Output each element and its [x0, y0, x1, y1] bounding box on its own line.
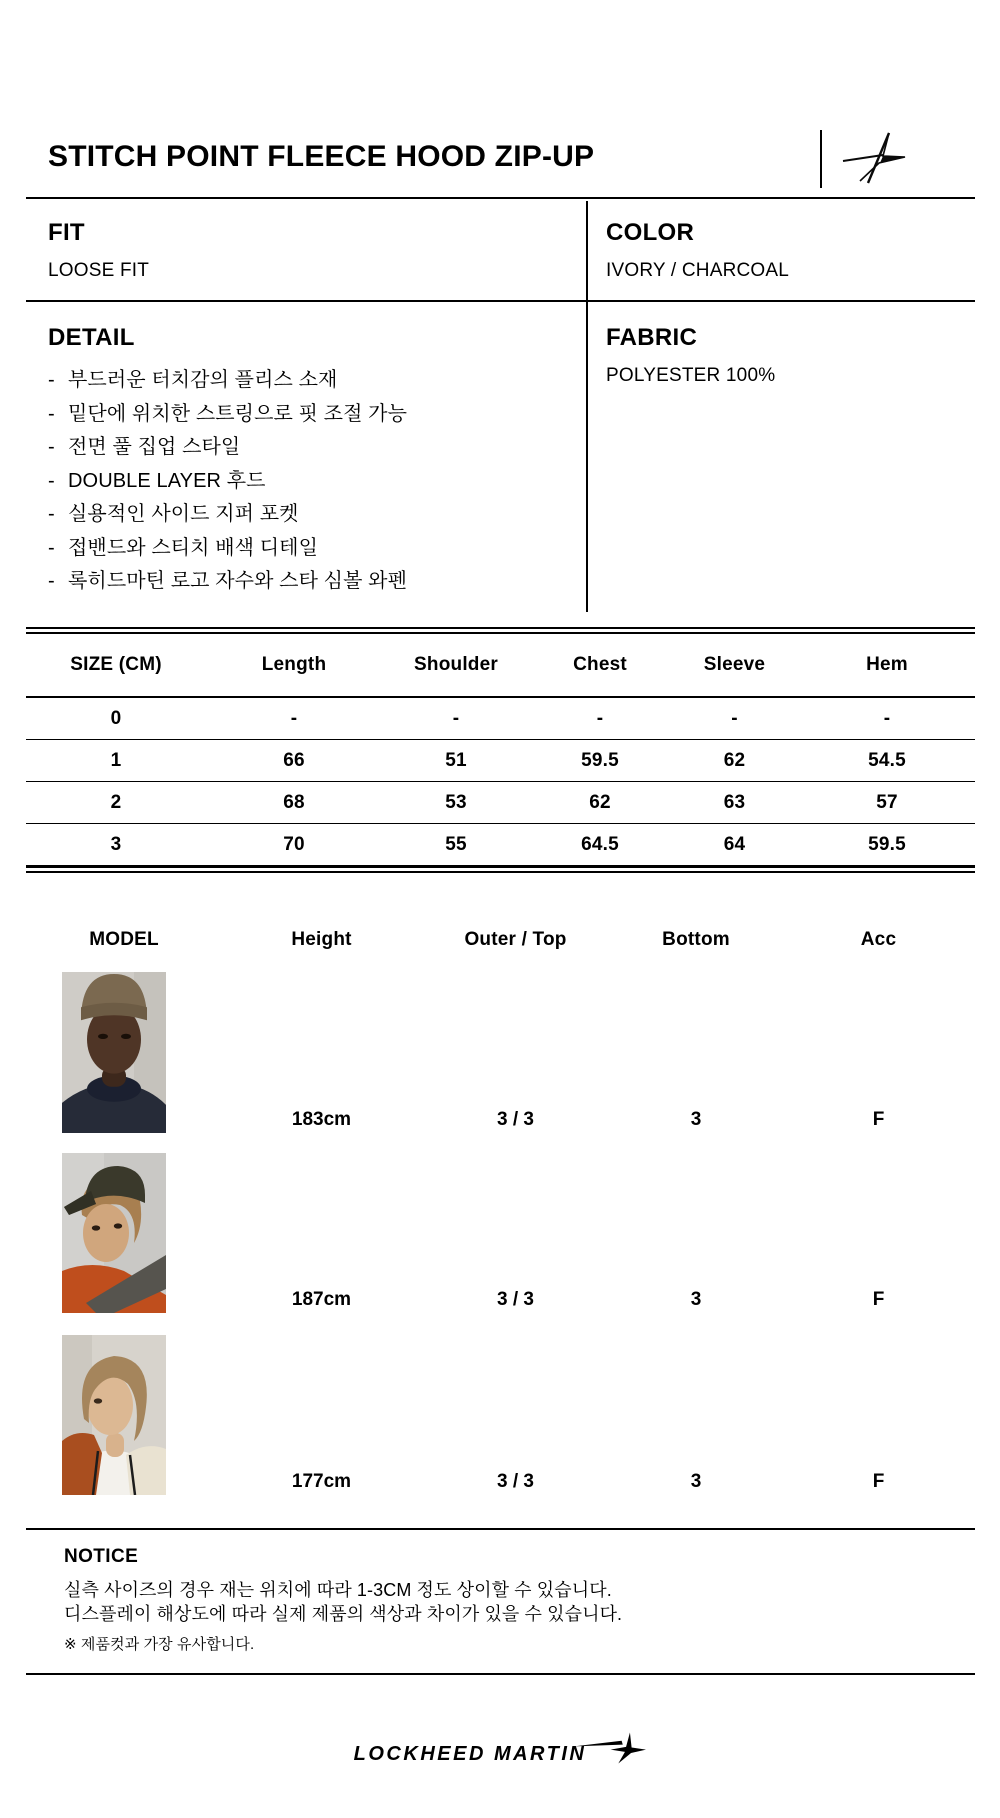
size-table-row	[26, 698, 975, 740]
size-col-header: Hem	[866, 654, 908, 675]
size-cell: 3	[110, 833, 122, 855]
size-cell: -	[452, 707, 460, 729]
size-col-header: Shoulder	[414, 654, 498, 675]
size-col-header: Length	[261, 654, 327, 675]
fabric-section	[606, 324, 775, 387]
size-cell: 59.5	[868, 833, 906, 855]
model-table-body	[26, 972, 975, 1495]
model-height: 183cm	[291, 1109, 352, 1130]
size-table	[26, 627, 975, 873]
color-section	[606, 219, 789, 282]
detail-item: - 접밴드와 스티치 배색 디테일	[48, 532, 407, 566]
model-photo-illustration	[62, 972, 166, 1133]
detail-item: - 실용적인 사이드 지퍼 포켓	[48, 498, 407, 532]
model-outer-top: 3 / 3	[497, 1109, 534, 1130]
size-table-top-border	[26, 627, 975, 634]
model-bottom: 3	[690, 1289, 702, 1310]
page-title: STITCH POINT FLEECE HOOD ZIP-UP	[48, 140, 595, 173]
fabric-label: FABRIC	[606, 324, 698, 351]
model-acc: F	[872, 1109, 885, 1130]
detail-section	[48, 324, 407, 599]
size-cell: -	[290, 707, 298, 729]
detail-item: - 밑단에 위치한 스트링으로 핏 조절 가능	[48, 398, 407, 432]
model-photo-longhair-rust-jacket	[62, 1335, 166, 1495]
notice-bottom-rule	[26, 1673, 975, 1675]
model-table-header-row	[26, 926, 975, 954]
model-col-header: Acc	[860, 929, 897, 950]
fit-label: FIT	[48, 219, 85, 246]
footer-brand-logo	[0, 1726, 1000, 1782]
model-col-header: Height	[291, 929, 352, 950]
model-photo-beanie-navy-sweater	[62, 972, 166, 1133]
notice-top-rule	[26, 1528, 975, 1530]
size-table-bottom-border	[26, 866, 975, 873]
size-cell: 66	[283, 749, 305, 771]
size-table-row	[26, 824, 975, 866]
fit-value: LOOSE FIT	[48, 260, 150, 281]
size-cell: 57	[876, 791, 898, 813]
model-photo-illustration	[62, 1153, 166, 1313]
size-cell: 2	[110, 791, 122, 813]
detail-item: - 전면 풀 집업 스타일	[48, 431, 407, 465]
color-value: IVORY / CHARCOAL	[606, 260, 790, 281]
size-cell: 62	[589, 791, 611, 813]
spec-column-divider	[586, 201, 588, 612]
size-cell: -	[731, 707, 738, 729]
detail-list	[48, 364, 407, 599]
size-cell: -	[596, 707, 604, 729]
model-bottom: 3	[690, 1471, 702, 1492]
size-table-header-row	[26, 634, 975, 698]
size-cell: -	[883, 707, 891, 729]
color-label: COLOR	[606, 219, 695, 246]
model-col-header: MODEL	[89, 929, 159, 950]
detail-item: - DOUBLE LAYER 후드	[48, 465, 407, 499]
fit-section	[48, 219, 149, 282]
model-col-header: Bottom	[662, 929, 730, 950]
model-photo-illustration	[62, 1335, 166, 1495]
size-cell: 63	[723, 791, 746, 813]
model-height: 177cm	[291, 1471, 352, 1492]
detail-label: DETAIL	[48, 324, 135, 351]
notice-footnote: ※ 제품컷과 가장 유사합니다.	[64, 1636, 255, 1653]
lockheed-star-icon	[841, 129, 909, 187]
size-col-header: Sleeve	[703, 654, 766, 675]
size-cell: 59.5	[581, 749, 619, 771]
model-outer-top: 3 / 3	[497, 1471, 534, 1492]
fabric-value: POLYESTER 100%	[606, 365, 776, 386]
size-cell: 54.5	[868, 749, 906, 771]
model-outer-top: 3 / 3	[497, 1289, 534, 1310]
notice-line: 디스플레이 해상도에 따라 실제 제품의 색상과 차이가 있을 수 있습니다.	[64, 1604, 623, 1624]
notice-section	[64, 1546, 944, 1654]
model-row	[26, 972, 975, 1133]
size-cell: 53	[445, 791, 467, 813]
model-col-header: Outer / Top	[464, 929, 567, 950]
footer-brand-text: LOCKHEED MARTIN	[353, 1742, 587, 1765]
model-photo-cap-orange-jacket	[62, 1153, 166, 1313]
size-cell: 70	[283, 833, 305, 855]
model-acc: F	[872, 1471, 885, 1492]
model-acc: F	[872, 1289, 885, 1310]
size-cell: 0	[110, 707, 122, 729]
header-rule	[26, 197, 975, 199]
size-table-row	[26, 740, 975, 782]
lockheed-star-icon	[574, 1723, 646, 1773]
size-cell: 51	[445, 749, 467, 771]
model-row	[26, 1153, 975, 1312]
size-cell: 64	[723, 833, 746, 855]
size-cell: 1	[110, 749, 122, 771]
notice-label: NOTICE	[64, 1546, 139, 1567]
notice-line: 실측 사이즈의 경우 재는 위치에 따라 1-3CM 정도 상이할 수 있습니다.	[64, 1580, 612, 1600]
model-row	[26, 1335, 975, 1495]
size-table-row	[26, 782, 975, 824]
size-col-header: Chest	[573, 654, 627, 675]
size-col-header: SIZE (CM)	[70, 654, 162, 675]
detail-item: - 부드러운 터치감의 플리스 소재	[48, 364, 407, 398]
spec-row-divider	[26, 300, 975, 302]
detail-item: - 록히드마틴 로고 자수와 스타 심볼 와펜	[48, 565, 407, 599]
size-cell: 62	[723, 749, 746, 771]
title-divider	[820, 130, 822, 188]
model-height: 187cm	[291, 1289, 352, 1310]
model-bottom: 3	[690, 1109, 702, 1130]
size-cell: 55	[445, 833, 467, 855]
size-cell: 64.5	[581, 833, 619, 855]
size-cell: 68	[283, 791, 305, 813]
